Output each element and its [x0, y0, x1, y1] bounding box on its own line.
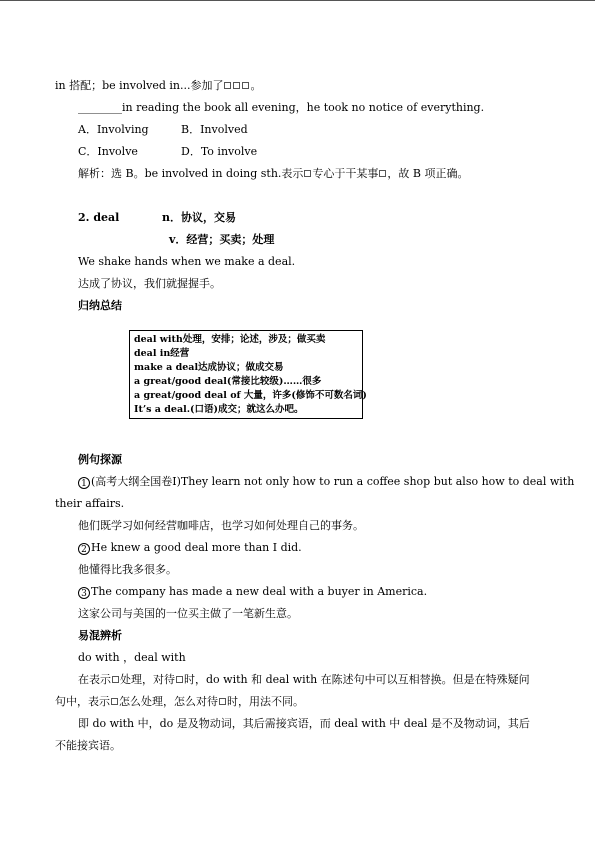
paragraph-1-line-1: [78, 673, 530, 687]
sentence-2-translation: 他懂得比我多很多。: [78, 563, 177, 576]
number-badge: 1: [78, 477, 90, 489]
box-row: a great/good deal(常接比较级)……很多: [134, 376, 322, 387]
analysis-text: [78, 167, 468, 181]
paragraph-1-line-2: [55, 695, 304, 709]
text-span: He knew a good deal more than I did.: [91, 541, 302, 554]
missing-glyph-icon: [304, 170, 311, 177]
text-span: 时，do with 和 deal with 在陈述句中可以互相替换。但是在特殊疑问: [184, 673, 530, 686]
missing-glyph-icon: [379, 170, 386, 177]
text-span: (高考大纲全国卷Ⅰ)They learn not only how to run a coffee shop but also how to deal with: [91, 475, 575, 488]
sentence-1-continued: their affairs.: [55, 497, 125, 510]
missing-glyph-icon: [112, 676, 119, 683]
example-english: We shake hands when we make a deal.: [78, 255, 296, 268]
option-d: D．To involve: [181, 145, 258, 158]
text-span: 时，用法不同。: [227, 695, 304, 708]
box-row: deal in经营: [134, 348, 190, 359]
box-row: make a deal达成协议；做成交易: [134, 362, 284, 373]
deal-verb-meaning: v．经营；买卖；处理: [169, 233, 275, 246]
sentence-2: [78, 541, 302, 555]
text-span: 。: [250, 79, 262, 92]
sentence-3-translation: 这家公司与美国的一位买主做了一笔新生意。: [78, 607, 298, 620]
missing-glyph-icon: [242, 82, 249, 89]
option-b: B．Involved: [181, 123, 248, 136]
paragraph-2-line-2: 不能接宾语。: [55, 739, 121, 752]
missing-glyph-icon: [219, 698, 226, 705]
missing-glyph-icon: [233, 82, 240, 89]
text-span: 处理，对待: [120, 673, 175, 686]
deal-noun-meaning: n．协议，交易: [162, 211, 236, 224]
number-badge: 2: [78, 543, 90, 555]
text-span: ，故 B 项正确。: [387, 167, 469, 180]
sentence-1-translation: 他们既学习如何经营咖啡店，也学习如何处理自己的事务。: [78, 519, 364, 532]
confusion-heading: 易混辨析: [78, 629, 122, 642]
missing-glyph-icon: [176, 676, 183, 683]
examples-heading: 例句探源: [78, 453, 122, 466]
page-top-rule: [0, 0, 595, 1]
text-span: 怎么处理，怎么对待: [119, 695, 218, 708]
number-badge: 3: [78, 587, 90, 599]
text-span: 专心于干某事: [312, 167, 379, 180]
confusion-pair: do with ，deal with: [78, 651, 186, 664]
paragraph-2-line-1: 即 do with 中，do 是及物动词，其后需接宾语，而 deal with 中 deal 是不及物动词，其后: [78, 717, 530, 730]
text-span: 在表示: [78, 673, 111, 686]
phrase-summary-box: [129, 330, 367, 419]
box-row: deal with处理，安排；论述，涉及；做买卖: [134, 334, 326, 345]
text-span: in 搭配；be involved in...参加了: [55, 79, 224, 92]
question-text: ________in reading the book all evening，he took no notice of everything.: [78, 101, 485, 114]
missing-glyph-icon: [224, 82, 231, 89]
text-span: The company has made a new deal with a buyer in America.: [91, 585, 428, 598]
summary-heading: 归纳总结: [78, 299, 122, 312]
option-a: A．Involving: [78, 123, 149, 136]
missing-glyph-icon: [111, 698, 118, 705]
text-line-involve-phrase: [55, 79, 261, 93]
text-span: 句中，表示: [55, 695, 110, 708]
box-row: a great/good deal of 大量，许多(修饰不可数名词): [134, 390, 367, 401]
box-row: It’s a deal.(口语)成交；就这么办吧。: [134, 404, 304, 415]
example-chinese: 达成了协议，我们就握握手。: [78, 277, 221, 290]
sentence-3: [78, 585, 427, 599]
option-c: C．Involve: [78, 145, 138, 158]
deal-heading: 2. deal: [78, 211, 120, 224]
text-span: 解析：选 B。be involved in doing sth.表示: [78, 167, 304, 180]
sentence-1: [78, 475, 574, 489]
